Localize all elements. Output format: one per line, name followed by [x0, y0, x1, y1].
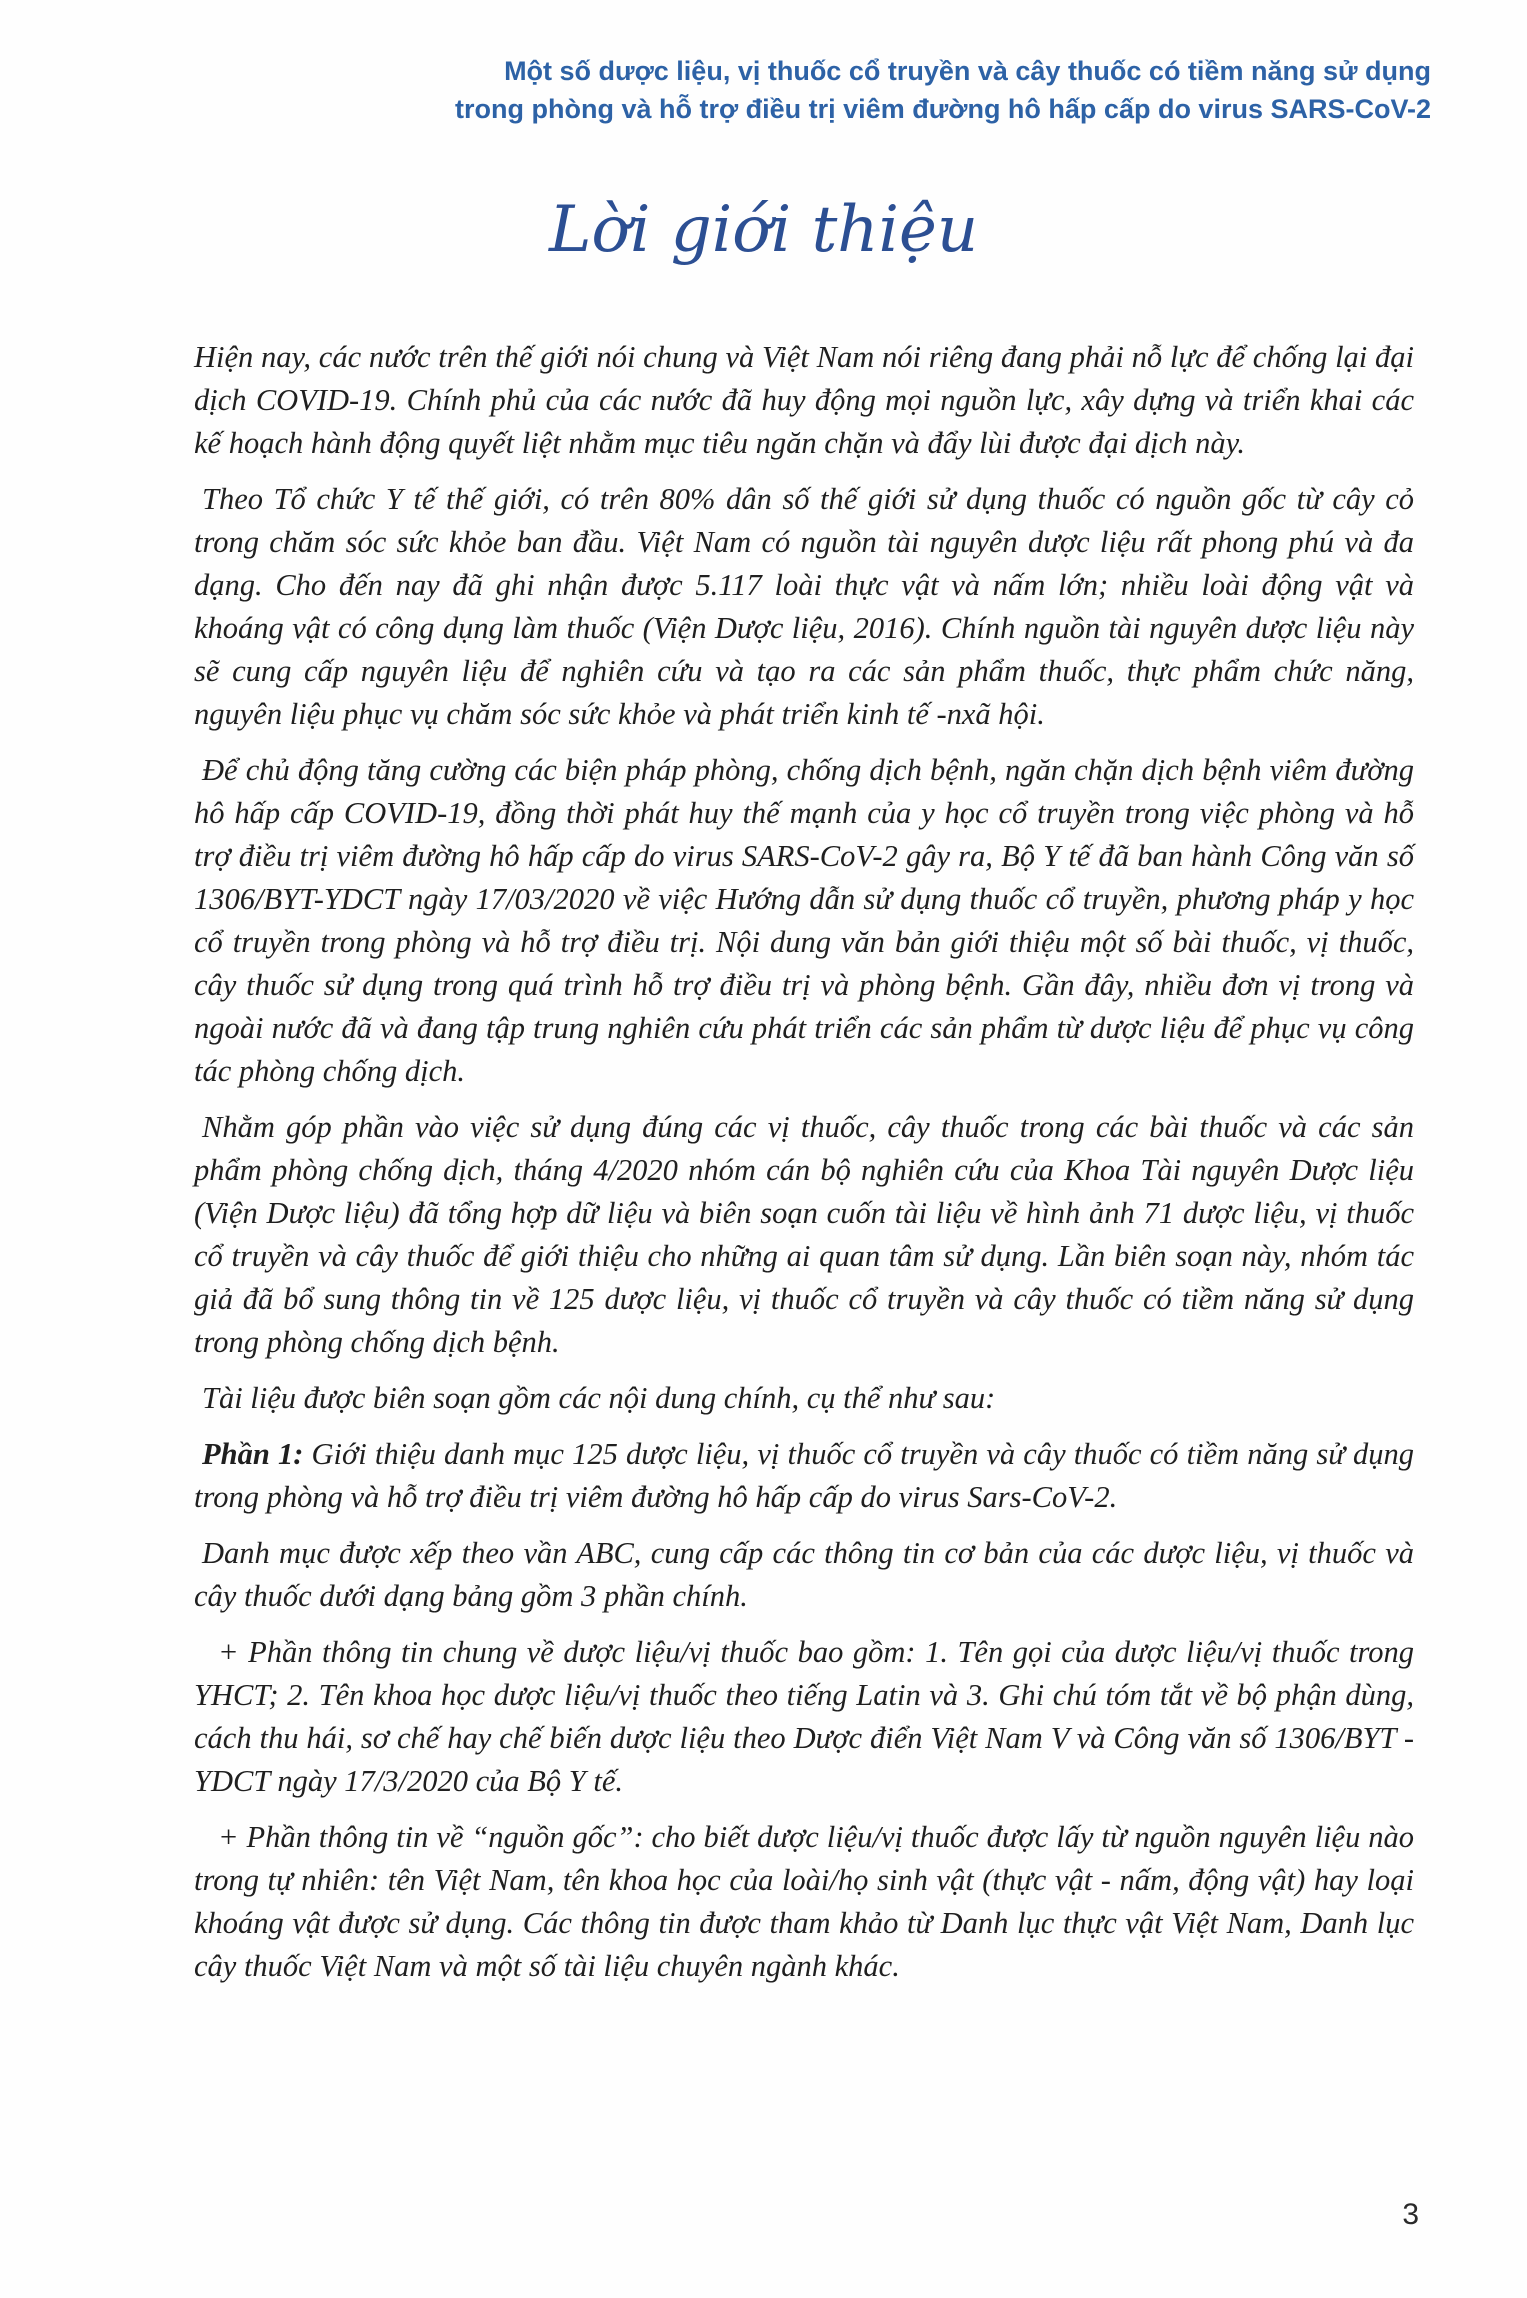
running-header: [455, 52, 1431, 128]
part-1-label: Phần 1:: [202, 1437, 304, 1471]
body-text: [194, 336, 1414, 2001]
paragraph-8: + Phần thông tin chung về dược liệu/vị thuốc bao gồm: 1. Tên gọi của dược liệu/vị thuốc trong YHCT; 2. Tên khoa học dược liệu/vị thuốc theo tiếng Latin và 3. Ghi chú tóm tắt về bộ phận dùng, cách thu hái, sơ chế hay chế biến dược liệu theo Dược điển Việt Nam V và Công văn số 1306/BYT - YDCT ngày 17/3/2020 của Bộ Y tế.: [194, 1635, 1414, 1798]
paragraph-3: Để chủ động tăng cường các biện pháp phòng, chống dịch bệnh, ngăn chặn dịch bệnh viêm đường hô hấp cấp COVID-19, đồng thời phát huy thế mạnh của y học cổ truyền trong việc phòng và hỗ trợ điều trị viêm đường hô hấp cấp do virus SARS-CoV-2 gây ra, Bộ Y tế đã ban hành Công văn số 1306/BYT-YDCT ngày 17/03/2020 về việc Hướng dẫn sử dụng thuốc cổ truyền, phương pháp y học cổ truyền trong phòng và hỗ trợ điều trị. Nội dung văn bản giới thiệu một số bài thuốc, vị thuốc, cây thuốc sử dụng trong quá trình hỗ trợ điều trị và phòng bệnh. Gần đây, nhiều đơn vị trong và ngoài nước đã và đang tập trung nghiên cứu phát triển các sản phẩm từ dược liệu để phục vụ công tác phòng chống dịch.: [194, 753, 1414, 1088]
paragraph-2: Theo Tổ chức Y tế thế giới, có trên 80% dân số thế giới sử dụng thuốc có nguồn gốc từ cây cỏ trong chăm sóc sức khỏe ban đầu. Việt Nam có nguồn tài nguyên dược liệu rất phong phú và đa dạng. Cho đến nay đã ghi nhận được 5.117 loài thực vật và nấm lớn; nhiều loài động vật và khoáng vật có công dụng làm thuốc (Viện Dược liệu, 2016). Chính nguồn tài nguyên dược liệu này sẽ cung cấp nguyên liệu để nghiên cứu và tạo ra các sản phẩm thuốc, thực phẩm chức năng, nguyên liệu phục vụ chăm sóc sức khỏe và phát triển kinh tế -nxã hội.: [194, 482, 1414, 731]
paragraph-1: Hiện nay, các nước trên thế giới nói chung và Việt Nam nói riêng đang phải nỗ lực để chống lại đại dịch COVID-19. Chính phủ của các nước đã huy động mọi nguồn lực, xây dựng và triển khai các kế hoạch hành động quyết liệt nhằm mục tiêu ngăn chặn và đẩy lùi được đại dịch này.: [194, 340, 1414, 460]
paragraph-6: [194, 1433, 1414, 1519]
part-1-text: Giới thiệu danh mục 125 dược liệu, vị thuốc cổ truyền và cây thuốc có tiềm năng sử dụng trong phòng và hỗ trợ điều trị viêm đường hô hấp cấp do virus Sars-CoV-2.: [194, 1437, 1415, 1514]
paragraph-5: Tài liệu được biên soạn gồm các nội dung chính, cụ thể như sau:: [202, 1381, 996, 1415]
page-title: Lời giới thiệu: [548, 193, 979, 267]
paragraph-9: + Phần thông tin về “nguồn gốc”: cho biết dược liệu/vị thuốc được lấy từ nguồn nguyên liệu nào trong tự nhiên: tên Việt Nam, tên khoa học của loài/họ sinh vật (thực vật - nấm, động vật) hay loại khoáng vật được sử dụng. Các thông tin được tham khảo từ Danh lục thực vật Việt Nam, Danh lục cây thuốc Việt Nam và một số tài liệu chuyên ngành khác.: [194, 1820, 1414, 1983]
header-line-2: trong phòng và hỗ trợ điều trị viêm đường hô hấp cấp do virus SARS-CoV-2: [455, 94, 1431, 124]
header-line-1: Một số dược liệu, vị thuốc cổ truyền và cây thuốc có tiềm năng sử dụng: [504, 56, 1431, 86]
page-number: 3: [1402, 2198, 1419, 2231]
paragraph-4: Nhằm góp phần vào việc sử dụng đúng các vị thuốc, cây thuốc trong các bài thuốc và các sản phẩm phòng chống dịch, tháng 4/2020 nhóm cán bộ nghiên cứu của Khoa Tài nguyên Dược liệu (Viện Dược liệu) đã tổng hợp dữ liệu và biên soạn cuốn tài liệu về hình ảnh 71 dược liệu, vị thuốc cổ truyền và cây thuốc để giới thiệu cho những ai quan tâm sử dụng. Lần biên soạn này, nhóm tác giả đã bổ sung thông tin về 125 dược liệu, vị thuốc cổ truyền và cây thuốc có tiềm năng sử dụng trong phòng chống dịch bệnh.: [194, 1110, 1414, 1359]
paragraph-7: Danh mục được xếp theo vần ABC, cung cấp các thông tin cơ bản của các dược liệu, vị thuốc và cây thuốc dưới dạng bảng gồm 3 phần chính.: [194, 1536, 1414, 1613]
